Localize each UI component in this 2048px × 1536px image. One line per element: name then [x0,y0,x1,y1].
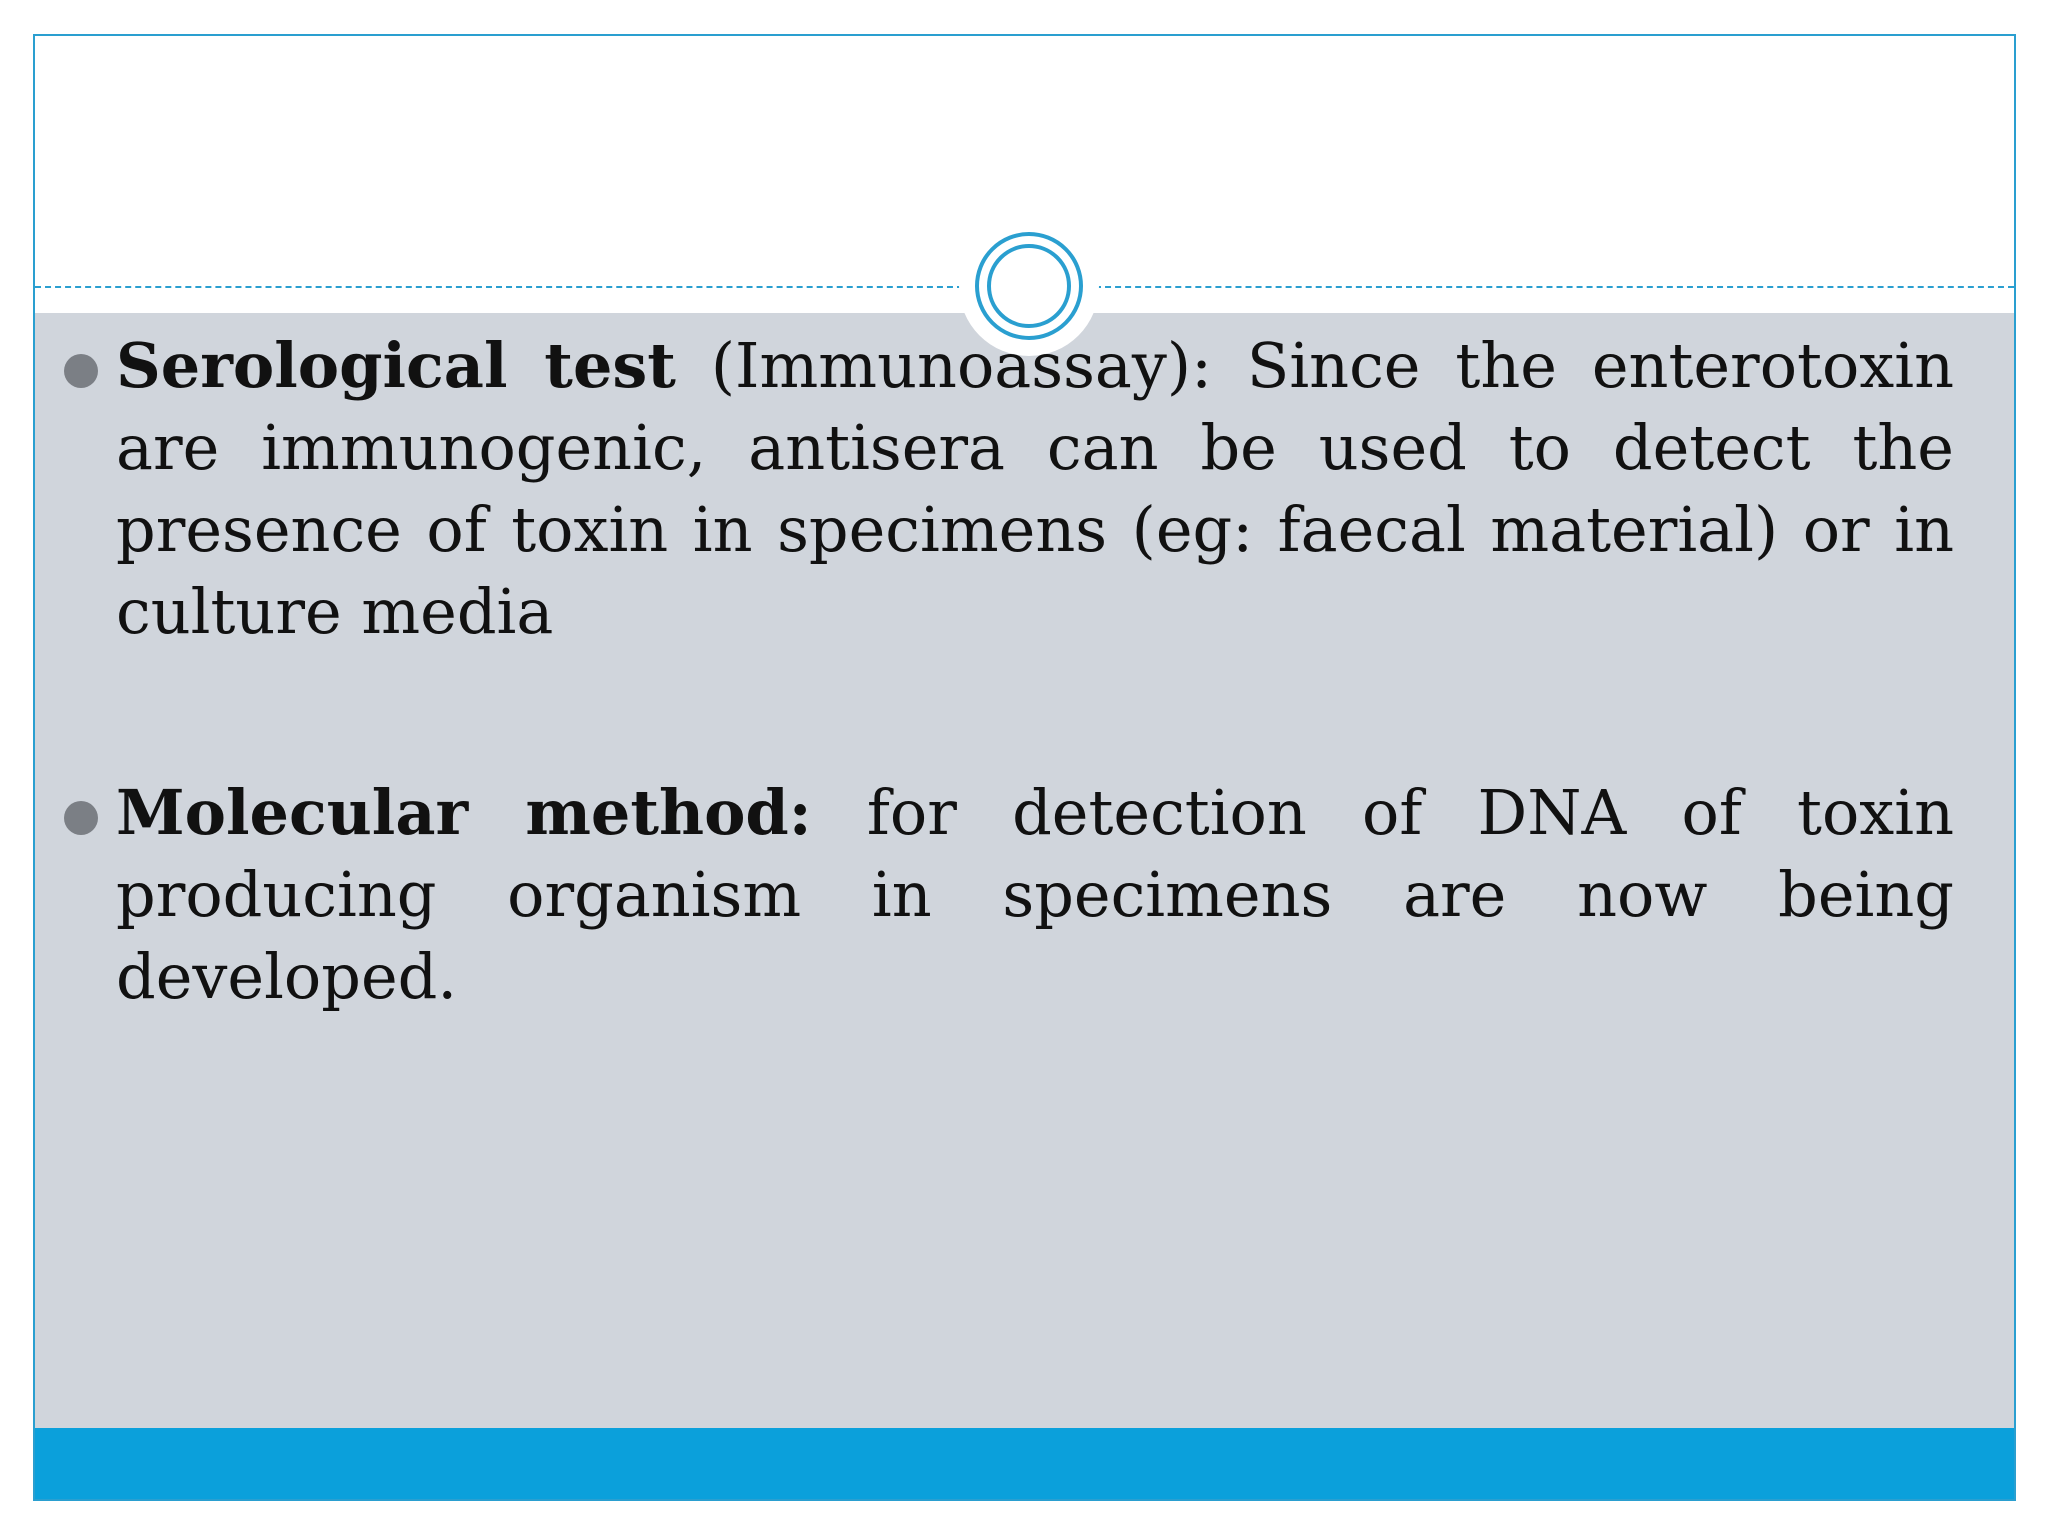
bullet-term: Molecular method: [116,776,812,849]
circle-ornament-icon [975,232,1083,340]
bullet-text: for detection of DNA of toxin producing organism in specimens are now being developed. [116,776,1954,1013]
bullet-item-molecular-method [116,772,1954,1018]
bullet-dot-icon [64,801,98,835]
header-divider-right [1095,286,2014,288]
footer-bar [35,1428,2014,1499]
bullet-term: Serological test [116,329,676,402]
circle-ornament-inner-ring [987,244,1071,328]
slide-frame [33,34,2016,1501]
bullet-item-serological-test [116,325,1954,653]
header-divider-left [35,286,963,288]
bullet-dot-icon [64,354,98,388]
bullet-text: (Immunoassay): Since the enterotoxin are immunogenic, antisera can be used to detect the presence of toxin in specimens (eg: faecal material) or in culture media [116,329,1954,648]
